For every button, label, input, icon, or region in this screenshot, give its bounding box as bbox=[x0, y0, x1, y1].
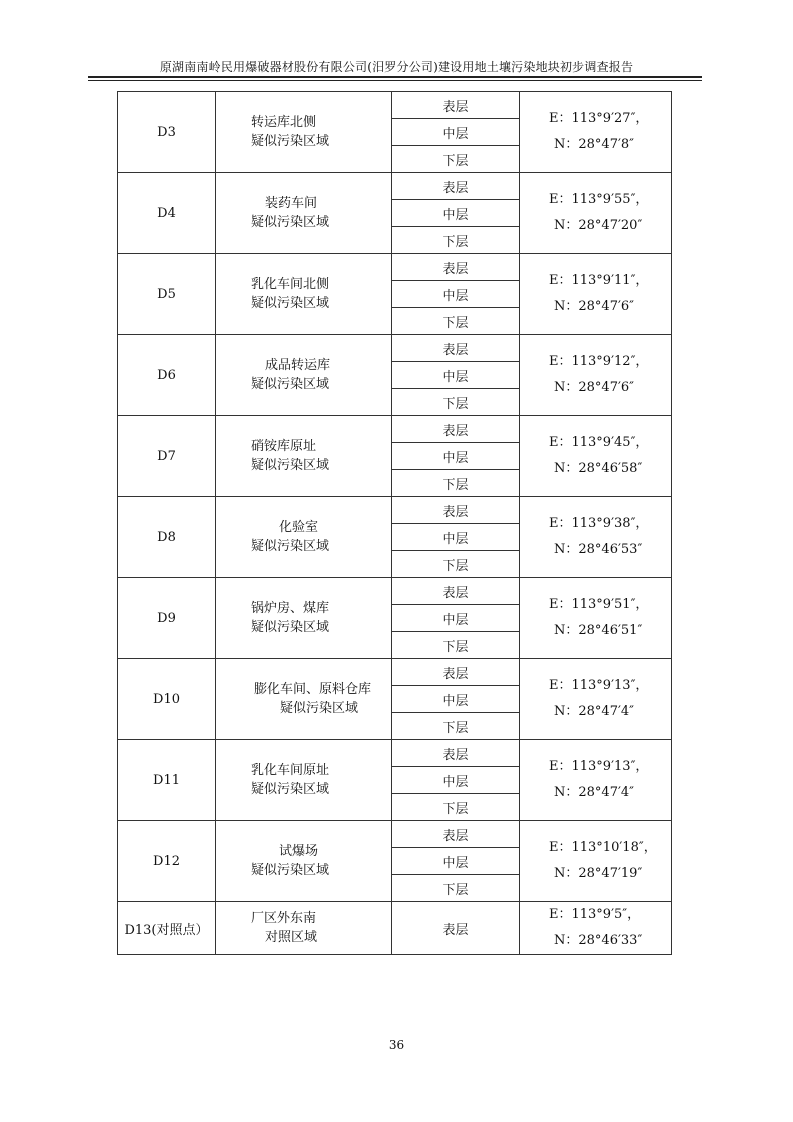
longitude-text: E：113°9′13″， bbox=[549, 678, 649, 693]
coordinates bbox=[520, 835, 671, 887]
coordinates bbox=[520, 430, 671, 482]
sample-layer-cell: 表层 bbox=[392, 254, 520, 281]
site-coordinates-cell bbox=[520, 335, 672, 416]
site-name-line2: 疑似污染区域 bbox=[251, 863, 330, 878]
site-name-line1: 化验室 bbox=[279, 520, 319, 535]
site-id-cell: D6 bbox=[118, 335, 216, 416]
site-name-line1: 硝铵库原址 bbox=[251, 439, 317, 454]
header-rule bbox=[88, 76, 702, 78]
site-name-cell bbox=[216, 578, 392, 659]
sample-layer-cell: 下层 bbox=[392, 551, 520, 578]
site-name bbox=[216, 518, 391, 556]
site-name-line2: 疑似污染区域 bbox=[280, 701, 359, 716]
sample-layer-cell: 中层 bbox=[392, 686, 520, 713]
latitude-text: N：28°46′51″ bbox=[554, 623, 643, 638]
longitude-text: E：113°9′5″， bbox=[549, 907, 641, 922]
table-row bbox=[118, 578, 672, 605]
site-name bbox=[216, 909, 391, 947]
sample-layer-cell: 下层 bbox=[392, 632, 520, 659]
longitude-text: E：113°9′55″， bbox=[549, 192, 649, 207]
site-name-line2: 疑似污染区域 bbox=[251, 215, 330, 230]
sample-layer-cell: 表层 bbox=[392, 740, 520, 767]
site-name-cell bbox=[216, 416, 392, 497]
site-name-line1: 厂区外东南 bbox=[251, 911, 317, 926]
page-number: 36 bbox=[388, 1038, 405, 1052]
table-row bbox=[118, 497, 672, 524]
site-coordinates-cell bbox=[520, 497, 672, 578]
site-name-line1: 成品转运库 bbox=[265, 358, 331, 373]
header-rule bbox=[88, 80, 702, 81]
site-name-cell bbox=[216, 497, 392, 578]
site-name-line1: 装药车间 bbox=[265, 196, 318, 211]
site-id-cell: D11 bbox=[118, 740, 216, 821]
site-name-line1: 乳化车间北侧 bbox=[251, 277, 330, 292]
site-coordinates-cell bbox=[520, 254, 672, 335]
sample-layer-cell: 表层 bbox=[392, 497, 520, 524]
coordinates bbox=[520, 754, 671, 806]
site-name-cell bbox=[216, 173, 392, 254]
site-id-cell: D3 bbox=[118, 92, 216, 173]
site-id-cell: D13(对照点） bbox=[118, 902, 216, 955]
sample-layer-cell: 中层 bbox=[392, 605, 520, 632]
coordinates bbox=[520, 511, 671, 563]
table-row bbox=[118, 92, 672, 119]
site-name-line2: 疑似污染区域 bbox=[251, 458, 330, 473]
latitude-text: N：28°46′53″ bbox=[554, 542, 643, 557]
sample-layer-cell: 表层 bbox=[392, 92, 520, 119]
latitude-text: N：28°47′20″ bbox=[554, 218, 643, 233]
sample-layer-cell: 中层 bbox=[392, 362, 520, 389]
site-id-cell: D12 bbox=[118, 821, 216, 902]
sample-layer-cell: 下层 bbox=[392, 470, 520, 497]
site-coordinates-cell bbox=[520, 92, 672, 173]
sample-layer-cell: 中层 bbox=[392, 281, 520, 308]
sample-layer-cell: 表层 bbox=[392, 902, 520, 955]
longitude-text: E：113°10′18″， bbox=[549, 840, 657, 855]
sampling-sites-table-body bbox=[118, 92, 672, 955]
latitude-text: N：28°47′4″ bbox=[554, 785, 635, 800]
sample-layer-cell: 表层 bbox=[392, 173, 520, 200]
coordinates bbox=[520, 106, 671, 158]
report-header-title: 原湖南南岭民用爆破器材股份有限公司(汨罗分公司)建设用地土壤污染地块初步调查报告 bbox=[159, 60, 634, 74]
site-coordinates-cell bbox=[520, 740, 672, 821]
site-name-cell bbox=[216, 92, 392, 173]
site-coordinates-cell bbox=[520, 416, 672, 497]
table-row bbox=[118, 821, 672, 848]
longitude-text: E：113°9′38″， bbox=[549, 516, 649, 531]
site-id-cell: D5 bbox=[118, 254, 216, 335]
longitude-text: E：113°9′27″， bbox=[549, 111, 649, 126]
site-name bbox=[216, 356, 391, 394]
site-id-cell: D9 bbox=[118, 578, 216, 659]
sample-layer-cell: 下层 bbox=[392, 713, 520, 740]
table-row bbox=[118, 740, 672, 767]
site-coordinates-cell bbox=[520, 821, 672, 902]
sample-layer-cell: 表层 bbox=[392, 416, 520, 443]
longitude-text: E：113°9′51″， bbox=[549, 597, 649, 612]
site-name-cell bbox=[216, 254, 392, 335]
coordinates bbox=[520, 349, 671, 401]
site-name-cell bbox=[216, 902, 392, 955]
site-name-line2: 疑似污染区域 bbox=[251, 377, 330, 392]
coordinates bbox=[520, 268, 671, 320]
site-name bbox=[216, 680, 391, 718]
site-name-line2: 疑似污染区域 bbox=[251, 134, 330, 149]
coordinates bbox=[520, 902, 671, 954]
site-name bbox=[216, 842, 391, 880]
longitude-text: E：113°9′11″， bbox=[549, 273, 649, 288]
site-name-line1: 转运库北侧 bbox=[251, 115, 317, 130]
site-name-line2: 疑似污染区域 bbox=[251, 620, 330, 635]
sample-layer-cell: 中层 bbox=[392, 848, 520, 875]
sample-layer-cell: 表层 bbox=[392, 335, 520, 362]
sample-layer-cell: 中层 bbox=[392, 119, 520, 146]
sample-layer-cell: 中层 bbox=[392, 200, 520, 227]
sample-layer-cell: 中层 bbox=[392, 443, 520, 470]
site-name-line2: 疑似污染区域 bbox=[251, 296, 330, 311]
site-id-cell: D4 bbox=[118, 173, 216, 254]
latitude-text: N：28°47′19″ bbox=[554, 866, 643, 881]
table-row bbox=[118, 254, 672, 281]
site-id-cell: D7 bbox=[118, 416, 216, 497]
coordinates bbox=[520, 673, 671, 725]
table-row bbox=[118, 902, 672, 955]
latitude-text: N：28°47′6″ bbox=[554, 380, 635, 395]
sample-layer-cell: 下层 bbox=[392, 308, 520, 335]
site-name-cell bbox=[216, 740, 392, 821]
site-name bbox=[216, 275, 391, 313]
sample-layer-cell: 表层 bbox=[392, 821, 520, 848]
site-name bbox=[216, 113, 391, 151]
site-name-cell bbox=[216, 335, 392, 416]
table-row bbox=[118, 416, 672, 443]
latitude-text: N：28°46′58″ bbox=[554, 461, 643, 476]
latitude-text: N：28°47′6″ bbox=[554, 299, 635, 314]
site-name-line1: 试爆场 bbox=[279, 844, 319, 859]
site-coordinates-cell bbox=[520, 902, 672, 955]
site-name-line1: 膨化车间、原料仓库 bbox=[254, 682, 372, 697]
site-id-cell: D8 bbox=[118, 497, 216, 578]
site-name-line1: 锅炉房、煤库 bbox=[251, 601, 330, 616]
site-name-cell bbox=[216, 659, 392, 740]
longitude-text: E：113°9′13″， bbox=[549, 759, 649, 774]
table-row bbox=[118, 335, 672, 362]
site-name bbox=[216, 437, 391, 475]
site-name-cell bbox=[216, 821, 392, 902]
sample-layer-cell: 下层 bbox=[392, 794, 520, 821]
sample-layer-cell: 中层 bbox=[392, 524, 520, 551]
site-name-line2: 对照区域 bbox=[265, 930, 318, 945]
site-name-line1: 乳化车间原址 bbox=[251, 763, 330, 778]
coordinates bbox=[520, 592, 671, 644]
latitude-text: N：28°47′8″ bbox=[554, 137, 635, 152]
sample-layer-cell: 下层 bbox=[392, 227, 520, 254]
site-name bbox=[216, 194, 391, 232]
sample-layer-cell: 表层 bbox=[392, 578, 520, 605]
coordinates bbox=[520, 187, 671, 239]
site-name-line2: 疑似污染区域 bbox=[251, 782, 330, 797]
site-coordinates-cell bbox=[520, 173, 672, 254]
site-coordinates-cell bbox=[520, 659, 672, 740]
table-row bbox=[118, 173, 672, 200]
longitude-text: E：113°9′45″， bbox=[549, 435, 649, 450]
sample-layer-cell: 下层 bbox=[392, 146, 520, 173]
table-row bbox=[118, 659, 672, 686]
sample-layer-cell: 下层 bbox=[392, 389, 520, 416]
sample-layer-cell: 表层 bbox=[392, 659, 520, 686]
sample-layer-cell: 下层 bbox=[392, 875, 520, 902]
longitude-text: E：113°9′12″， bbox=[549, 354, 649, 369]
latitude-text: N：28°46′33″ bbox=[554, 933, 643, 948]
site-name bbox=[216, 761, 391, 799]
site-coordinates-cell bbox=[520, 578, 672, 659]
sample-layer-cell: 中层 bbox=[392, 767, 520, 794]
site-name bbox=[216, 599, 391, 637]
latitude-text: N：28°47′4″ bbox=[554, 704, 635, 719]
site-name-line2: 疑似污染区域 bbox=[251, 539, 330, 554]
sampling-sites-table bbox=[117, 91, 672, 955]
site-id-cell: D10 bbox=[118, 659, 216, 740]
